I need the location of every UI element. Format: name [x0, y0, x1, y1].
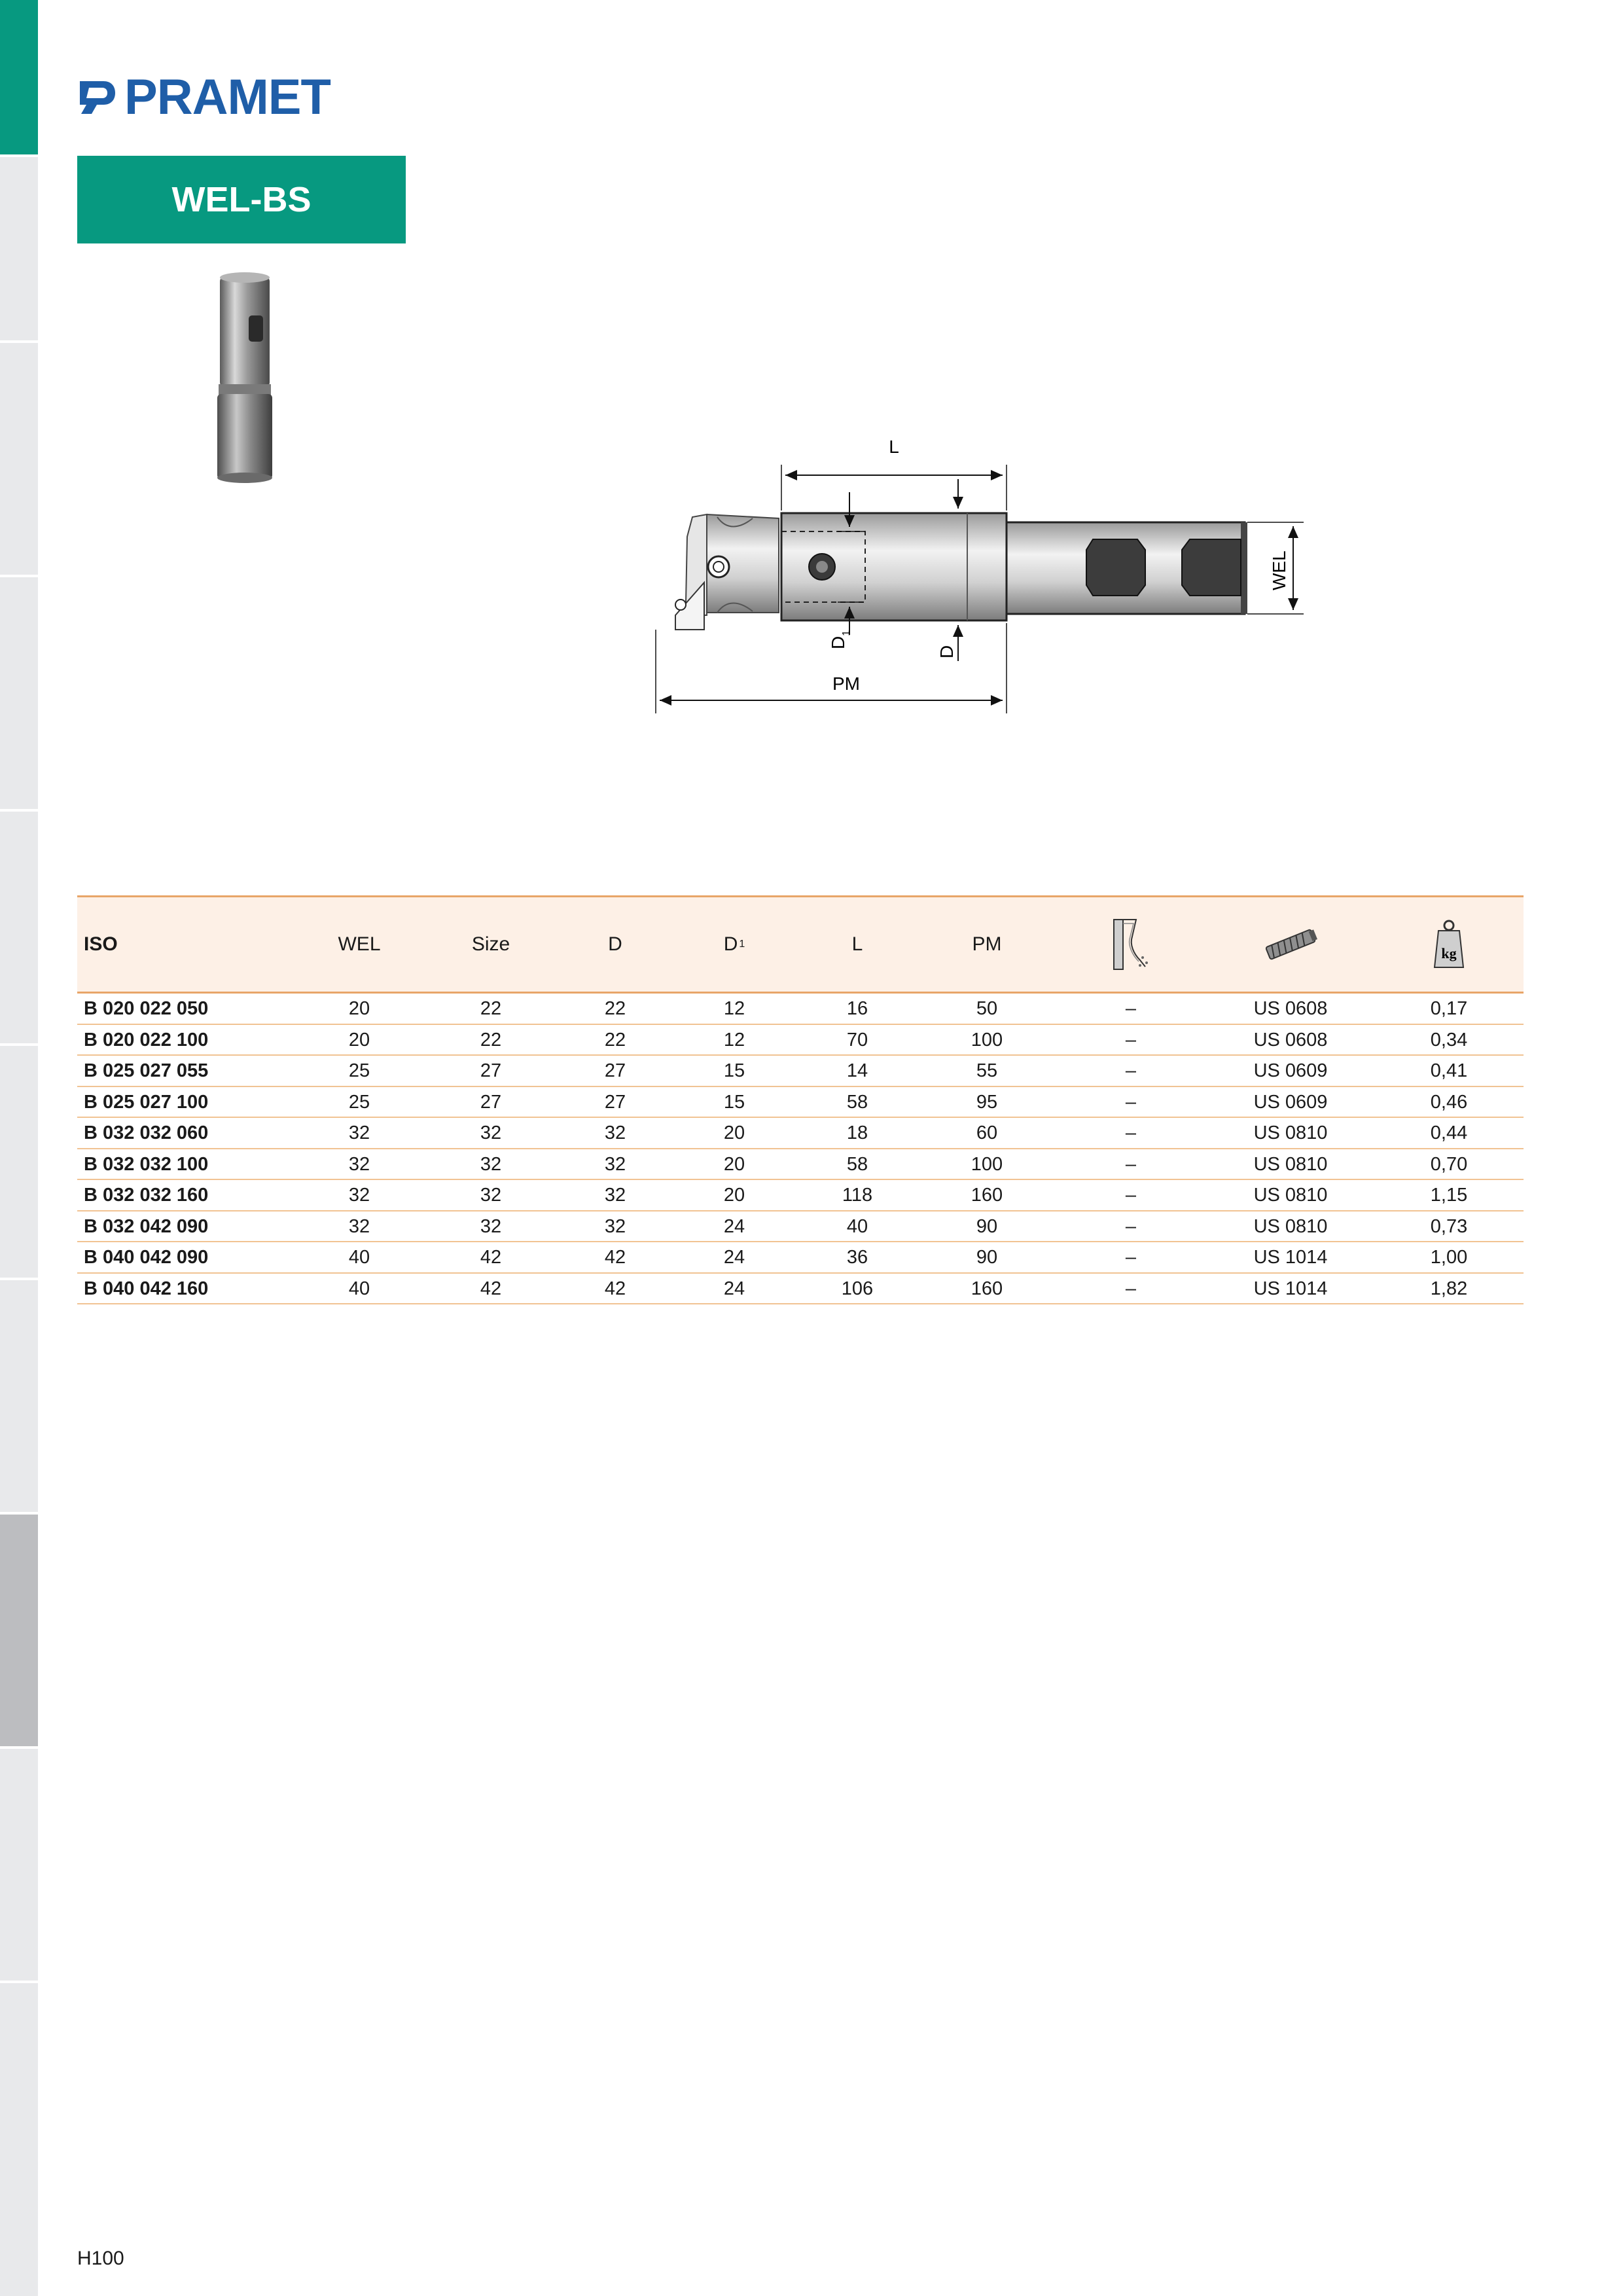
- table-header-row: [77, 895, 1524, 994]
- cell-d: 32: [604, 1153, 626, 1175]
- cell-pm: 100: [971, 1153, 1003, 1175]
- cell-d: 22: [604, 1029, 626, 1050]
- cell-size: 42: [480, 1278, 502, 1299]
- cell-d1: 24: [723, 1247, 745, 1268]
- dim-label-d1-sub: 1: [841, 630, 852, 636]
- cell-screw: US 1014: [1253, 1278, 1328, 1299]
- cell-iso: B 025 027 100: [84, 1091, 209, 1113]
- dim-label-l: L: [889, 437, 899, 457]
- table-row: [77, 1118, 1524, 1149]
- cell-iso: B 040 042 160: [84, 1278, 209, 1299]
- cell-insert: –: [1125, 1215, 1137, 1237]
- cell-size: 32: [480, 1122, 502, 1143]
- header-size: Size: [471, 933, 510, 955]
- cell-insert: –: [1125, 998, 1137, 1019]
- cell-d: 27: [604, 1060, 626, 1081]
- cell-insert: –: [1125, 1060, 1137, 1081]
- cell-d1: 24: [723, 1215, 745, 1237]
- dim-label-d1: [828, 630, 852, 649]
- cell-insert: –: [1125, 1122, 1137, 1143]
- tab-separator: [0, 154, 38, 157]
- dim-label-d: D: [936, 645, 957, 658]
- cell-wel: 32: [348, 1153, 370, 1175]
- cell-size: 32: [480, 1153, 502, 1175]
- cell-d1: 15: [723, 1091, 745, 1113]
- header-d: D: [608, 933, 622, 955]
- cell-kg: 1,15: [1430, 1185, 1468, 1206]
- cell-kg: 0,17: [1430, 998, 1468, 1019]
- cell-wel: 20: [348, 998, 370, 1019]
- tab-separator: [0, 1981, 38, 1983]
- cell-insert: –: [1125, 1029, 1137, 1050]
- tab-current-section[interactable]: [0, 1515, 38, 1746]
- dim-label-d1-main: D: [828, 636, 848, 649]
- cell-insert: –: [1125, 1185, 1137, 1206]
- cell-l: 58: [846, 1091, 868, 1113]
- cell-size: 22: [480, 1029, 502, 1050]
- cell-screw: US 1014: [1253, 1247, 1328, 1268]
- cell-d: 32: [604, 1215, 626, 1237]
- cell-iso: B 032 032 160: [84, 1185, 209, 1206]
- header-d1-sub: 1: [739, 939, 745, 950]
- cell-kg: 0,44: [1430, 1122, 1468, 1143]
- cell-wel: 32: [348, 1122, 370, 1143]
- dim-label-wel: WEL: [1269, 550, 1289, 590]
- header-d1: [724, 897, 745, 992]
- cell-screw: US 0810: [1253, 1215, 1328, 1237]
- brand-name: PRAMET: [124, 69, 330, 125]
- cell-pm: 100: [971, 1029, 1003, 1050]
- cell-wel: 20: [348, 1029, 370, 1050]
- cell-kg: 1,82: [1430, 1278, 1468, 1299]
- header-l: L: [851, 933, 863, 955]
- cell-l: 14: [846, 1060, 868, 1081]
- cell-wel: 40: [348, 1247, 370, 1268]
- cell-insert: –: [1125, 1091, 1137, 1113]
- cell-d1: 20: [723, 1153, 745, 1175]
- cell-d: 42: [604, 1278, 626, 1299]
- cell-l: 36: [846, 1247, 868, 1268]
- technical-drawing: [641, 419, 1335, 726]
- cell-screw: US 0608: [1253, 1029, 1328, 1050]
- cell-screw: US 0609: [1253, 1060, 1328, 1081]
- cell-wel: 32: [348, 1185, 370, 1206]
- cell-size: 42: [480, 1247, 502, 1268]
- cell-wel: 32: [348, 1215, 370, 1237]
- cell-kg: 0,46: [1430, 1091, 1468, 1113]
- cell-pm: 160: [971, 1278, 1003, 1299]
- cell-size: 27: [480, 1060, 502, 1081]
- cell-wel: 25: [348, 1091, 370, 1113]
- cell-d: 27: [604, 1091, 626, 1113]
- cell-pm: 55: [976, 1060, 998, 1081]
- cell-l: 118: [842, 1185, 873, 1206]
- cell-pm: 50: [976, 998, 998, 1019]
- cell-screw: US 0609: [1253, 1091, 1328, 1113]
- tab-separator: [0, 1278, 38, 1280]
- cell-screw: US 0810: [1253, 1153, 1328, 1175]
- header-iso: ISO: [84, 933, 118, 955]
- header-screw: [1261, 897, 1320, 992]
- cell-insert: –: [1125, 1278, 1137, 1299]
- cell-l: 18: [846, 1122, 868, 1143]
- spec-table: [77, 895, 1524, 1304]
- table-row: [77, 1087, 1524, 1119]
- cell-pm: 95: [976, 1091, 998, 1113]
- cell-screw: US 0810: [1253, 1185, 1328, 1206]
- table-body: [77, 994, 1524, 1304]
- page-number: H100: [77, 2248, 124, 2269]
- table-row: [77, 1149, 1524, 1181]
- cell-screw: US 0608: [1253, 998, 1328, 1019]
- insert-profile-icon: [1110, 917, 1152, 972]
- cell-l: 16: [846, 998, 868, 1019]
- cell-d1: 20: [723, 1185, 745, 1206]
- cell-pm: 90: [976, 1247, 998, 1268]
- cell-size: 32: [480, 1215, 502, 1237]
- cell-wel: 40: [348, 1278, 370, 1299]
- cell-l: 58: [846, 1153, 868, 1175]
- cell-d1: 15: [723, 1060, 745, 1081]
- cell-iso: B 025 027 055: [84, 1060, 209, 1081]
- cell-pm: 160: [971, 1185, 1003, 1206]
- cell-wel: 25: [348, 1060, 370, 1081]
- cell-screw: US 0810: [1253, 1122, 1328, 1143]
- cell-d: 32: [604, 1185, 626, 1206]
- product-photo: [208, 270, 281, 486]
- screw-icon: [1261, 927, 1320, 961]
- cell-iso: B 032 032 060: [84, 1122, 209, 1143]
- header-insert: [1110, 897, 1152, 992]
- cell-kg: 0,70: [1430, 1153, 1468, 1175]
- weight-kg-label: kg: [1441, 945, 1457, 961]
- table-row: [77, 1274, 1524, 1305]
- section-tabs: [0, 0, 38, 2296]
- cell-iso: B 032 042 090: [84, 1215, 209, 1237]
- cell-kg: 0,73: [1430, 1215, 1468, 1237]
- dim-label-pm: PM: [832, 673, 860, 694]
- table-row: [77, 994, 1524, 1025]
- cell-kg: 0,41: [1430, 1060, 1468, 1081]
- table-row: [77, 1025, 1524, 1056]
- cell-d1: 12: [723, 998, 745, 1019]
- cell-size: 27: [480, 1091, 502, 1113]
- cell-l: 106: [841, 1278, 874, 1299]
- cell-pm: 60: [976, 1122, 998, 1143]
- cell-l: 70: [846, 1029, 868, 1050]
- cell-iso: B 032 032 100: [84, 1153, 209, 1175]
- table-row: [77, 1180, 1524, 1211]
- cell-insert: –: [1125, 1153, 1137, 1175]
- header-weight: [1432, 897, 1466, 992]
- cell-d: 42: [604, 1247, 626, 1268]
- cell-iso: B 020 022 100: [84, 1029, 209, 1050]
- weight-kg-icon: [1432, 919, 1466, 970]
- cell-d: 22: [604, 998, 626, 1019]
- tab-separator: [0, 1746, 38, 1749]
- cell-d1: 12: [723, 1029, 745, 1050]
- cell-pm: 90: [976, 1215, 998, 1237]
- product-title: WEL-BS: [171, 180, 312, 219]
- header-pm: PM: [972, 933, 1002, 955]
- tab-separator: [0, 1043, 38, 1046]
- pramet-logo-icon: [77, 77, 118, 118]
- cell-kg: 1,00: [1430, 1247, 1468, 1268]
- cell-kg: 0,34: [1430, 1029, 1468, 1050]
- cell-d1: 20: [723, 1122, 745, 1143]
- cell-size: 32: [480, 1185, 502, 1206]
- tab-active[interactable]: [0, 0, 38, 154]
- tab-separator: [0, 809, 38, 812]
- cell-iso: B 040 042 090: [84, 1247, 209, 1268]
- table-row: [77, 1211, 1524, 1243]
- product-title-box: [77, 156, 406, 243]
- table-row: [77, 1242, 1524, 1274]
- cell-insert: –: [1125, 1247, 1137, 1268]
- header-wel: WEL: [338, 933, 381, 955]
- header-d1-main: D: [723, 933, 738, 955]
- tab-separator: [0, 575, 38, 577]
- tab-separator: [0, 340, 38, 343]
- cell-d: 32: [604, 1122, 626, 1143]
- cell-d1: 24: [723, 1278, 745, 1299]
- brand-logo: [77, 69, 330, 125]
- cell-l: 40: [846, 1215, 868, 1237]
- cell-iso: B 020 022 050: [84, 998, 209, 1019]
- table-row: [77, 1056, 1524, 1087]
- cell-size: 22: [480, 998, 502, 1019]
